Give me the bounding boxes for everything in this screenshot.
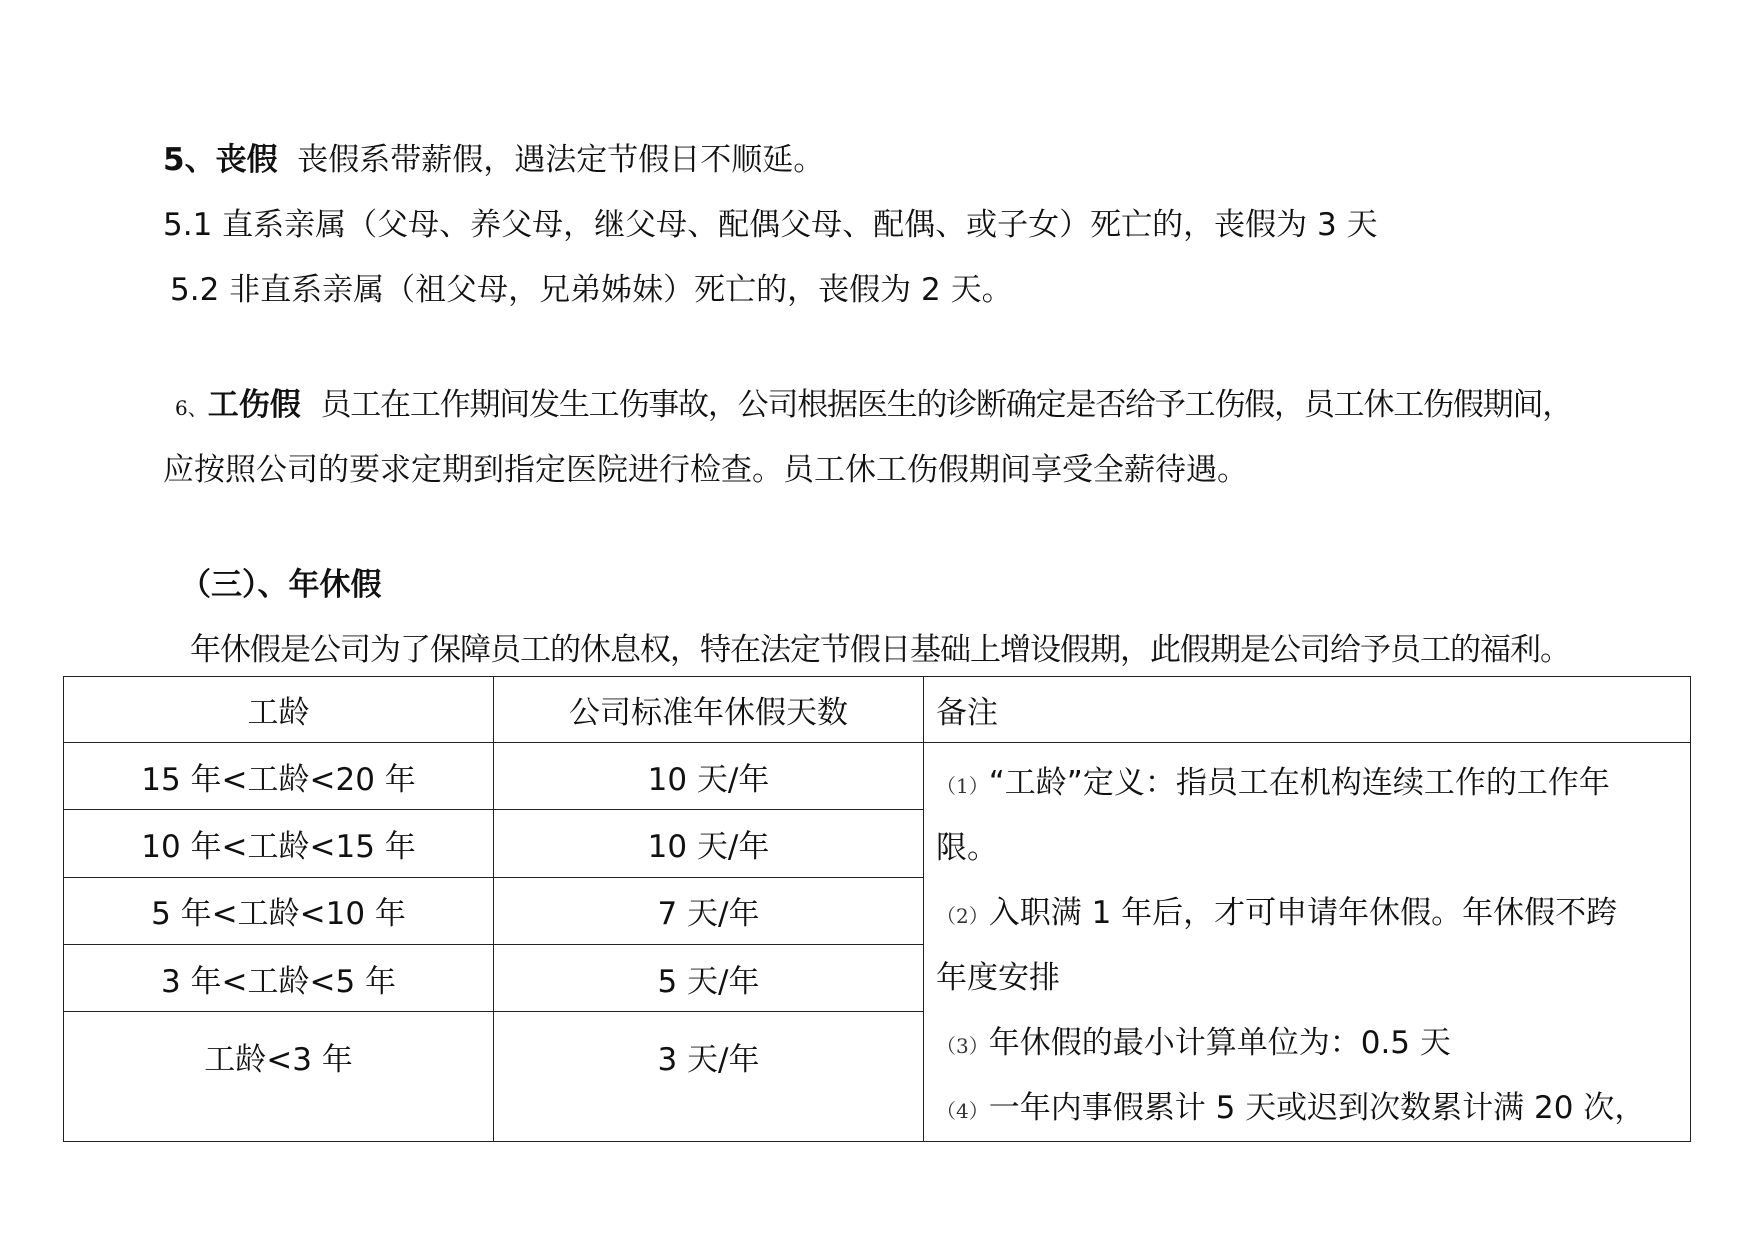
note-line — [936, 946, 1682, 1011]
section6-text-line1: 员工在工作期间发生工伤事故，公司根据医生的诊断确定是否给予工伤假，员工休工伤假期间， — [320, 387, 1573, 423]
note-line — [936, 1011, 1682, 1076]
section3-heading: （三）、年休假 — [180, 567, 382, 603]
note-number: （3） — [936, 1034, 989, 1058]
note-number: （1） — [936, 774, 989, 798]
note-text: 年度安排 — [936, 960, 1060, 996]
section5-line — [163, 140, 824, 180]
seniority-cell: 5 年<工龄<10 年 — [64, 877, 494, 944]
section6-line2: 应按照公司的要求定期到指定医院进行检查。员工休工伤假期间享受全薪待遇。 — [163, 452, 1248, 488]
annual-leave-table — [63, 676, 1691, 1142]
header-notes: 备注 — [924, 677, 1691, 743]
section5-heading: 5、丧假 — [163, 142, 278, 178]
seniority-cell: 15 年<工龄<20 年 — [64, 743, 494, 810]
section5-text: 丧假系带薪假，遇法定节假日不顺延。 — [297, 142, 825, 178]
table-row — [64, 743, 1691, 810]
seniority-cell: 工龄<3 年 — [64, 1012, 494, 1142]
header-days: 公司标准年休假天数 — [494, 677, 924, 743]
section5-item2: 5.2 非直系亲属（祖父母，兄弟姊妹）死亡的，丧假为 2 天。 — [170, 272, 1013, 308]
seniority-cell: 10 年<工龄<15 年 — [64, 810, 494, 877]
note-text: 一年内事假累计 5 天或迟到次数累计满 20 次， — [988, 1090, 1646, 1126]
days-cell: 3 天/年 — [494, 1012, 924, 1142]
section6-number: 6、 — [175, 396, 208, 420]
section5-item1: 5.1 直系亲属（父母、养父母，继父母、配偶父母、配偶、或子女）死亡的，丧假为 3 天 — [163, 207, 1378, 243]
note-text: 入职满 1 年后，才可申请年休假。年休假不跨 — [988, 895, 1618, 931]
note-number: （2） — [936, 904, 989, 928]
notes-cell — [924, 743, 1691, 1142]
days-cell: 10 天/年 — [494, 743, 924, 810]
note-line — [936, 881, 1682, 946]
section3-intro: 年休假是公司为了保障员工的休息权，特在法定节假日基础上增设假期，此假期是公司给予员工的福利。 — [190, 632, 1570, 668]
section6-heading: 工伤假 — [207, 387, 301, 423]
note-line — [936, 751, 1682, 816]
note-line — [936, 816, 1682, 881]
days-cell: 7 天/年 — [494, 877, 924, 944]
note-text: 年休假的最小计算单位为：0.5 天 — [988, 1025, 1451, 1061]
days-cell: 10 天/年 — [494, 810, 924, 877]
section6-line1 — [175, 385, 1572, 428]
note-text: 限。 — [936, 830, 998, 866]
note-line — [936, 1076, 1682, 1141]
days-cell: 5 天/年 — [494, 945, 924, 1012]
note-number: （4） — [936, 1099, 989, 1123]
seniority-cell: 3 年<工龄<5 年 — [64, 945, 494, 1012]
note-text: “工龄”定义：指员工在机构连续工作的工作年 — [988, 765, 1610, 801]
table-header-row — [64, 677, 1691, 743]
header-seniority: 工龄 — [64, 677, 494, 743]
